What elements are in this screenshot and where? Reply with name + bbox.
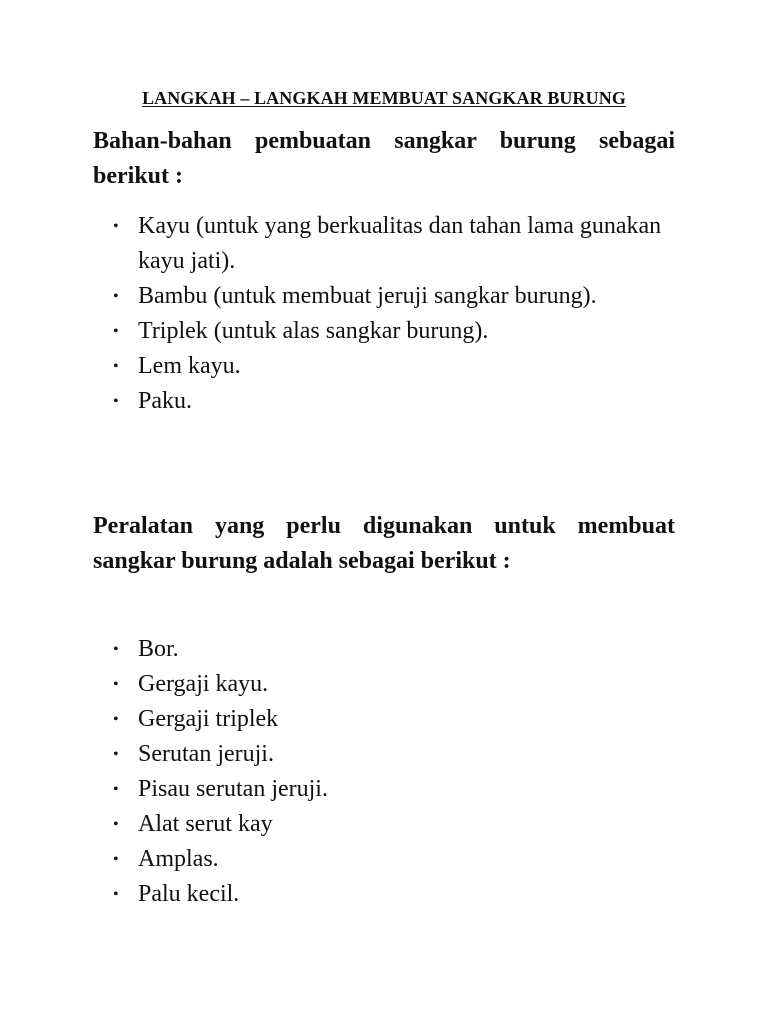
list-item: • Gergaji triplek xyxy=(93,702,683,737)
list-item: • Gergaji kayu. xyxy=(93,667,683,702)
bullet-icon: • xyxy=(113,676,119,693)
bullet-icon: • xyxy=(113,886,119,903)
list-item: • Bor. xyxy=(93,632,683,667)
bullet-icon: • xyxy=(113,323,119,340)
bullet-icon: • xyxy=(113,851,119,868)
bullet-icon: • xyxy=(113,358,119,375)
tools-list xyxy=(93,632,683,912)
list-item: • Amplas. xyxy=(93,842,683,877)
document-title: LANGKAH – LANGKAH MEMBUAT SANGKAR BURUNG xyxy=(142,88,626,108)
list-item: • Lem kayu. xyxy=(93,349,683,384)
materials-heading: Bahan-bahan pembuatan sangkar burung sebagai berikut : xyxy=(93,128,675,189)
bullet-icon: • xyxy=(113,746,119,763)
list-item: • Alat serut kay xyxy=(93,807,683,842)
materials-list xyxy=(93,209,683,419)
list-item: • Kayu (untuk yang berkualitas dan tahan lama gunakan kayu jati). xyxy=(93,209,683,279)
bullet-icon: • xyxy=(113,781,119,798)
bullet-icon: • xyxy=(113,641,119,658)
bullet-icon: • xyxy=(113,816,119,833)
list-item: • Pisau serutan jeruji. xyxy=(93,772,683,807)
bullet-icon: • xyxy=(113,288,119,305)
bullet-icon: • xyxy=(113,218,119,235)
bullet-icon: • xyxy=(113,393,119,410)
list-item: • Palu kecil. xyxy=(93,877,683,912)
list-item: • Triplek (untuk alas sangkar burung). xyxy=(93,314,683,349)
list-item: • Paku. xyxy=(93,384,683,419)
list-item: • Serutan jeruji. xyxy=(93,737,683,772)
bullet-icon: • xyxy=(113,711,119,728)
list-item: • Bambu (untuk membuat jeruji sangkar burung). xyxy=(93,279,683,314)
tools-heading: Peralatan yang perlu digunakan untuk membuat sangkar burung adalah sebagai berikut : xyxy=(93,513,675,574)
